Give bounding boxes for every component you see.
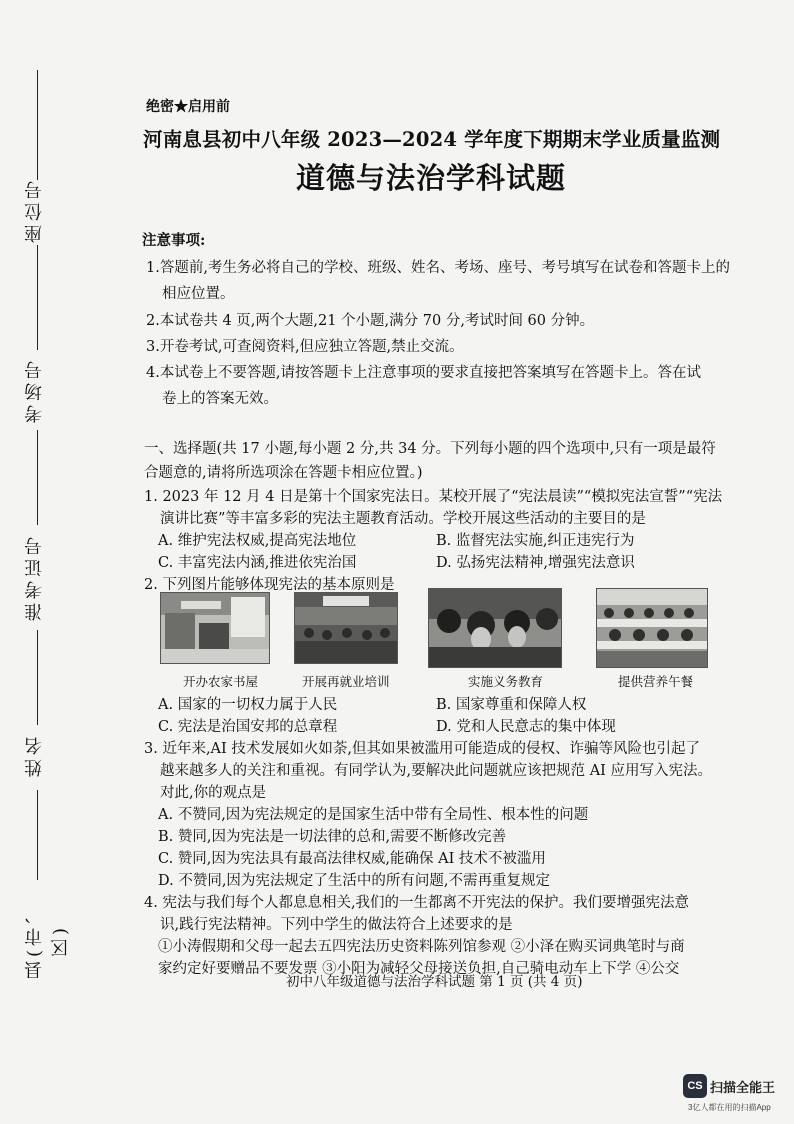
binding-strip: [0, 0, 71, 1124]
note-line: 4.本试卷上不要答题,请按答题卡上注意事项的要求直接把答案填写在答题卡上。答在试: [146, 365, 701, 381]
camscanner-name: 扫描全能王: [710, 1080, 776, 1095]
name-label: 姓名: [24, 733, 45, 777]
camscanner-logo-icon: CS: [683, 1074, 707, 1098]
q3-option-a: A. 不赞同,因为宪法规定的是国家生活中带有全局性、根本性的问题: [158, 807, 589, 823]
notes-heading: 注意事项:: [142, 232, 206, 249]
room-label: 考场号: [24, 357, 45, 423]
seat-line: [37, 70, 38, 180]
page-footer: 初中八年级道德与法治学科试题 第 1 页 (共 4 页): [286, 974, 583, 990]
confidential-mark: 绝密★启用前: [146, 99, 230, 115]
photo-caption: 开展再就业培训: [302, 674, 390, 689]
photo-nutritious-lunch: [596, 588, 708, 668]
section-heading-cont: 合题意的,请将所选项涂在答题卡相应位置。): [144, 465, 423, 481]
camscanner-tagline: 3亿人都在用的扫描App: [688, 1103, 771, 1112]
q2-option-c: C. 宪法是治国安邦的总章程: [158, 719, 338, 735]
ticket-line: [37, 430, 38, 525]
note-line: 卷上的答案无效。: [162, 391, 278, 407]
photo-caption: 提供营养午餐: [618, 674, 694, 689]
subject-title: 道德与法治学科试题: [296, 161, 567, 195]
q4-choice-line: 家约定好要赠品不要发票 ③小阳为减轻父母接送负担,自己骑电动车上下学 ④公交: [158, 961, 680, 977]
q4-stem: 4. 宪法与我们每个人都息息相关,我们的一生都离不开宪法的保护。我们要增强宪法意: [144, 895, 690, 911]
note-line: 1.答题前,考生务必将自己的学校、班级、姓名、考场、座号、考号填写在试卷和答题卡上的: [146, 260, 730, 276]
q1-option-a: A. 维护宪法权威,提高宪法地位: [158, 533, 357, 549]
q2-stem: 2. 下列图片能够体现宪法的基本原则是: [144, 577, 395, 593]
q3-stem-cont: 越来越多人的关注和重视。有同学认为,要解决此问题就应该把规范 AI 应用写入宪法。: [160, 763, 713, 779]
q1-option-d: D. 弘扬宪法精神,增强宪法意识: [436, 555, 635, 571]
q3-option-b: B. 赞同,因为宪法是一切法律的总和,需要不断修改完善: [158, 829, 507, 845]
q1-option-b: B. 监督宪法实施,纠正违宪行为: [436, 533, 635, 549]
q4-stem-cont: 识,践行宪法精神。下列中学生的做法符合上述要求的是: [160, 917, 513, 933]
county-line: [37, 790, 38, 880]
room-line: [37, 245, 38, 350]
note-line: 3.开卷考试,可查阅资料,但应独立答题,禁止交流。: [146, 339, 464, 355]
section-heading: 一、选择题(共 17 小题,每小题 2 分,共 34 分。下列每小题的四个选项中,只有一项是最符: [144, 441, 716, 457]
q1-option-c: C. 丰富宪法内涵,推进依宪治国: [158, 555, 357, 571]
name-line: [37, 630, 38, 725]
q3-option-c: C. 赞同,因为宪法具有最高法律权威,能确保 AI 技术不被滥用: [158, 851, 546, 867]
q3-stem: 3. 近年来,AI 技术发展如火如荼,但其如果被滥用可能造成的侵权、诈骗等风险也引起了: [144, 741, 700, 757]
note-line: 2.本试卷共 4 页,两个大题,21 个小题,满分 70 分,考试时间 60 分钟。: [146, 313, 595, 329]
q2-option-b: B. 国家尊重和保障人权: [436, 697, 587, 713]
photo-reemployment-training: [294, 592, 398, 664]
q2-option-d: D. 党和人民意志的集中体现: [436, 719, 616, 735]
q1-stem-cont: 演讲比赛”等丰富多彩的宪法主题教育活动。学校开展这些活动的主要目的是: [160, 511, 646, 527]
q1-stem: 1. 2023 年 12 月 4 日是第十个国家宪法日。某校开展了“宪法晨读”“模拟宪法宣誓”“宪法: [144, 489, 723, 505]
seat-label: 座位号: [24, 177, 45, 243]
q2-option-a: A. 国家的一切权力属于人民: [158, 697, 338, 713]
photo-compulsory-education: [428, 588, 562, 668]
q3-stem-cont: 对此,你的观点是: [160, 785, 267, 801]
photo-caption: 实施义务教育: [468, 674, 544, 689]
q3-option-d: D. 不赞同,因为宪法规定了生活中的所有问题,不需再重复规定: [158, 873, 551, 889]
photo-village-library: [160, 592, 270, 664]
photo-caption: 开办农家书屋: [183, 674, 259, 689]
ticket-label: 准考证号: [24, 533, 45, 622]
note-line: 相应位置。: [162, 286, 235, 302]
exam-title: 河南息县初中八年级 2023—2024 学年度下期期末学业质量监测: [143, 128, 721, 151]
q4-choice-line: ①小涛假期和父母一起去五四宪法历史资料陈列馆参观 ②小泽在购买词典笔时与商: [158, 939, 685, 955]
county-label: 县(市、区): [24, 901, 71, 979]
